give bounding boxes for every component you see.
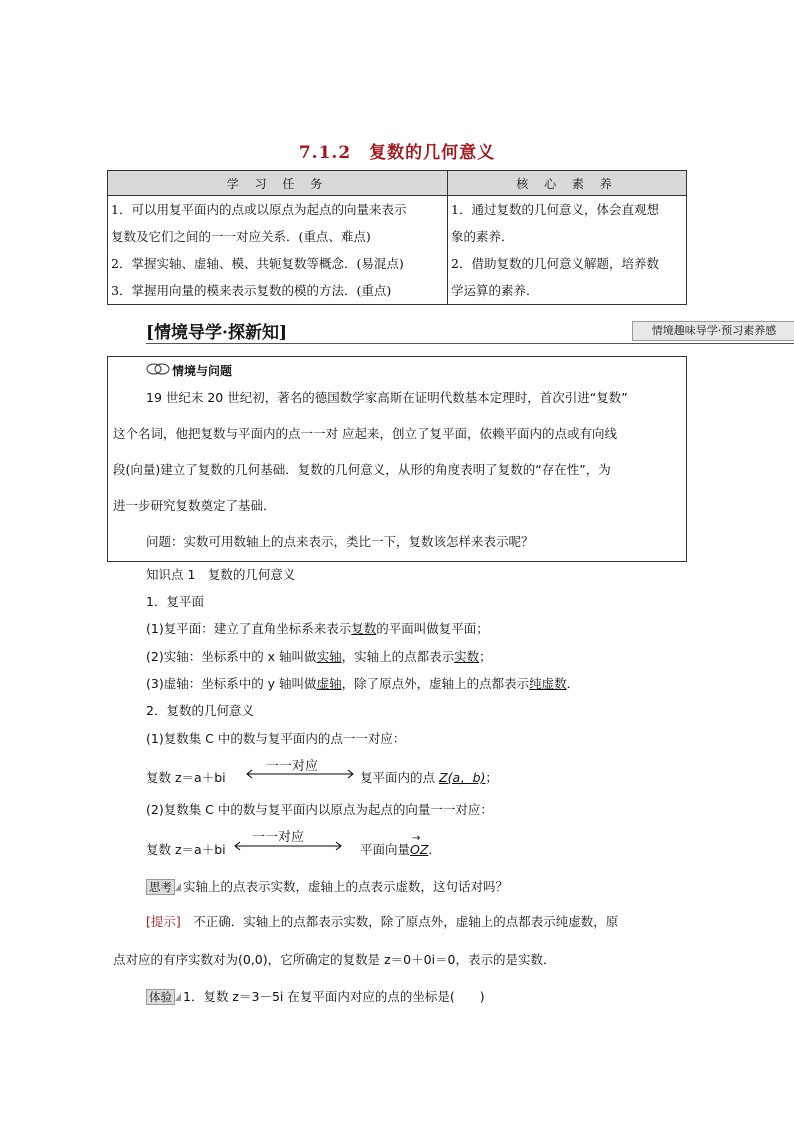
scene-line: 这个名词，他把复数与平面内的点一一对 应起来，创立了复平面，依赖平面内的点或有向线: [113, 426, 617, 441]
blank-answer: 虚轴: [316, 676, 342, 691]
formula-2-arrow-label: 一一对应: [252, 830, 305, 845]
scene-line: 段(向量)建立了复数的几何基础．复数的几何意义，从形的角度表明了复数的“存在性”，为: [113, 462, 611, 477]
corner-icon: [175, 993, 181, 1001]
text: ；: [485, 770, 498, 785]
double-arrow-icon: [232, 841, 344, 851]
knowledge-heading: 知识点 1 复数的几何意义: [146, 567, 296, 582]
hint-line-1: [146, 912, 618, 930]
scene-line: 进一步研究复数奠定了基础．: [113, 498, 276, 513]
hint-tag: [提示]: [146, 914, 181, 929]
exp-question: [146, 987, 485, 1005]
scene-heading: 情境与问题: [172, 364, 233, 378]
goals-table: [107, 170, 687, 305]
goal-right-line: 1．通过复数的几何意义，体会直观想: [451, 202, 659, 217]
blank-answer: 复数: [351, 621, 377, 636]
sub-heading-2: 2．复数的几何意义: [146, 703, 254, 718]
text: (1)复平面：建立了直角坐标系来表示: [146, 621, 352, 636]
def-complex-plane: [146, 619, 489, 637]
think-question: [146, 877, 508, 895]
scene-icon: [146, 362, 170, 376]
goal-right-line: 学运算的素养．: [451, 283, 539, 298]
goal-left-line: 2．掌握实轴、虚轴、模、共轭复数等概念．(易混点): [111, 256, 404, 271]
formula-2-right: [360, 833, 441, 858]
band-divider: [146, 343, 794, 344]
vector-name: OZ: [410, 842, 429, 857]
blank-answer: 纯虚数: [529, 676, 567, 691]
text: 复平面内的点: [360, 770, 436, 785]
scene-line: 19 世纪末 20 世纪初，著名的德国数学家高斯在证明代数基本定理时，首次引进“复数”: [146, 390, 628, 405]
blank-answer: 实轴: [316, 649, 342, 664]
goal-right-line: 象的素养．: [451, 229, 514, 244]
meaning-1: (1)复数集 C 中的数与复平面内的点一一对应：: [146, 731, 406, 746]
text: 不正确．实轴上的点都表示实数，除了原点外，虚轴上的点都表示纯虚数，原: [193, 914, 619, 929]
goal-right-line: 2．借助复数的几何意义解题，培养数: [451, 256, 659, 271]
think-tag: 思考: [146, 879, 175, 895]
band-title: [情境导学·探新知]: [146, 323, 288, 343]
text: ．: [428, 842, 441, 857]
text: 实轴上的点表示实数，虚轴上的点表示虚数，这句话对吗？: [183, 879, 509, 894]
blank-answer: Z(a，b): [439, 770, 486, 785]
hint-line-2: 点对应的有序实数对为(0,0)，它所确定的复数是 z＝0＋0i＝0，表示的是实数．: [113, 952, 556, 967]
text: ；: [479, 649, 492, 664]
formula-1-arrow-label: 一一对应: [266, 759, 319, 774]
goals-header-left: 学 习 任 务: [108, 171, 448, 196]
exp-tag: 体验: [146, 989, 175, 1005]
sub-heading-1: 1．复平面: [146, 594, 204, 609]
blank-answer: 实数: [454, 649, 480, 664]
formula-1-left: 复数 z＝a＋bi: [146, 770, 226, 785]
goals-left-cell: [108, 196, 448, 305]
formula-2-left: 复数 z＝a＋bi: [146, 842, 226, 857]
text: ．: [566, 676, 580, 691]
band-tag: 情境趣味导学·预习素养感: [632, 321, 794, 341]
text: (2)实轴：坐标系中的 x 轴叫做: [146, 649, 317, 664]
section-title: 7.1.2 复数的几何意义: [298, 143, 496, 163]
def-real-axis: [146, 647, 492, 665]
corner-icon: [175, 883, 181, 891]
meaning-2: (2)复数集 C 中的数与复平面内以原点为起点的向量一一对应：: [146, 802, 493, 817]
goals-header-right: 核 心 素 养: [448, 171, 687, 196]
text: 平面向量: [360, 842, 411, 857]
scene-question: 问题：实数可用数轴上的点来表示，类比一下，复数该怎样来表示呢？: [146, 534, 534, 549]
goal-left-line: 1．可以用复平面内的点或以原点为起点的向量来表示: [111, 202, 407, 217]
text: 1．复数 z＝3－5i 在复平面内对应的点的坐标是( ): [183, 989, 485, 1004]
text: 的平面叫做复平面；: [376, 621, 489, 636]
text: ，实轴上的点都表示: [341, 649, 455, 664]
goal-left-line: 复数及它们之间的一一对应关系．(重点、难点): [111, 229, 371, 244]
goals-right-cell: [448, 196, 687, 305]
text: (3)虚轴：坐标系中的 y 轴叫做: [146, 676, 317, 691]
goal-left-line: 3．掌握用向量的模来表示复数的模的方法．(重点): [111, 283, 392, 298]
vector-arrow-icon: →: [412, 833, 421, 844]
def-imag-axis: [146, 674, 579, 692]
blank-answer: [410, 833, 429, 857]
text: ，除了原点外，虚轴上的点都表示: [341, 676, 530, 691]
double-arrow-icon: [244, 769, 356, 779]
formula-1-right: [360, 768, 498, 786]
